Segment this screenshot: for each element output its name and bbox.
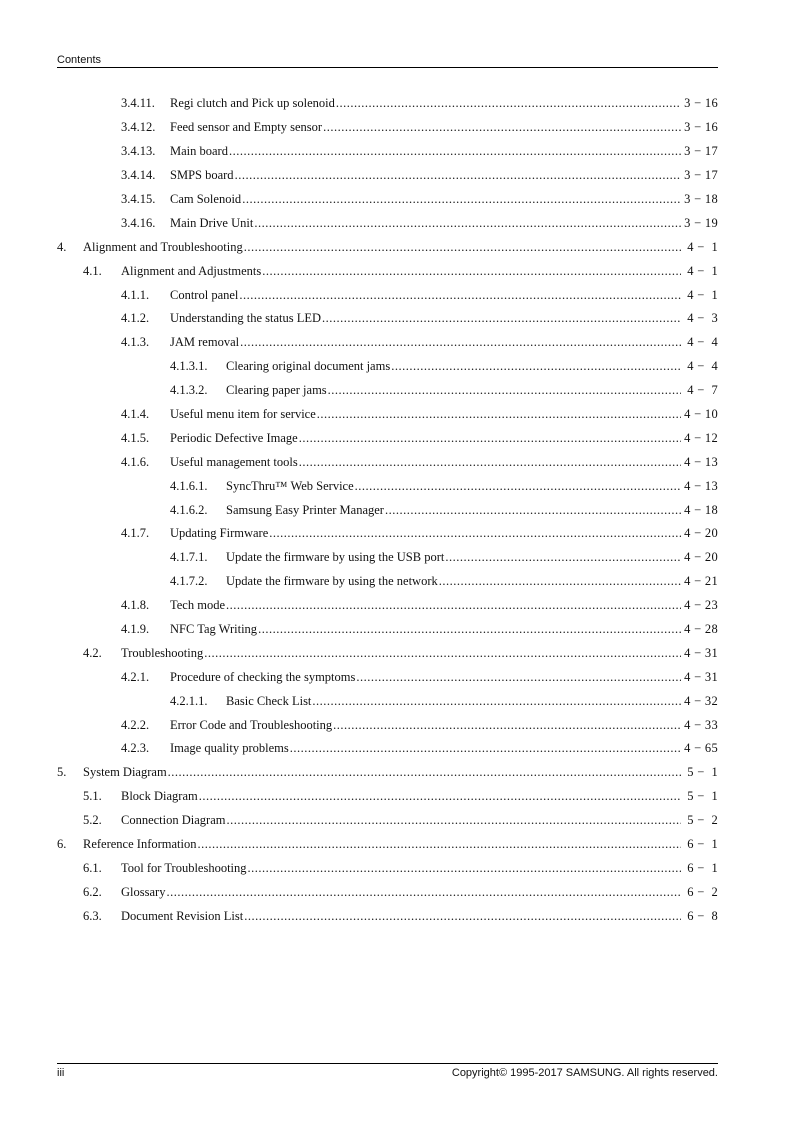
toc-dot-leader <box>240 335 681 350</box>
toc-entry[interactable] <box>57 713 718 737</box>
toc-entry-title[interactable]: Image quality problems <box>170 741 289 756</box>
toc-entry-title[interactable]: Document Revision List <box>121 908 244 923</box>
toc-entry-title[interactable]: Main Drive Unit <box>170 215 254 230</box>
page-footer <box>57 1063 718 1079</box>
toc-entry-number: 4.1.8. <box>121 598 150 613</box>
toc-entry-title[interactable]: Understanding the status LED <box>170 311 322 326</box>
toc-dot-leader <box>312 694 681 709</box>
toc-entry-page: 4 − 28 <box>684 622 718 637</box>
toc-dot-leader <box>258 622 681 637</box>
toc-dot-leader <box>262 264 681 279</box>
toc-entry[interactable] <box>57 904 718 928</box>
toc-dot-leader <box>197 837 681 852</box>
toc-entry-title[interactable]: Connection Diagram <box>121 813 226 828</box>
toc-entry-number: 4.2.1. <box>121 669 150 684</box>
toc-dot-leader <box>439 574 681 589</box>
toc-entry-number: 6.2. <box>83 884 102 899</box>
toc-entry-title[interactable]: Clearing paper jams <box>226 383 327 398</box>
toc-dot-leader <box>269 526 681 541</box>
toc-entry-page: 4 − 33 <box>684 717 718 732</box>
toc-entry[interactable] <box>57 116 718 140</box>
toc-entry-number: 3.4.12. <box>121 120 156 135</box>
toc-entry-number: 4.1.7.2. <box>170 574 208 589</box>
toc-dot-leader <box>239 288 681 303</box>
toc-entry-title[interactable]: Glossary <box>121 884 166 899</box>
toc-entry-page: 3 − 19 <box>684 215 718 230</box>
toc-entry[interactable] <box>57 283 718 307</box>
toc-entry-number: 4.2.3. <box>121 741 150 756</box>
toc-entry-page: 4 − 12 <box>684 430 718 445</box>
toc-entry-page: 4 − 7 <box>687 383 718 398</box>
toc-dot-leader <box>242 192 681 207</box>
toc-entry-page: 4 − 4 <box>687 359 718 374</box>
toc-entry[interactable] <box>57 403 718 427</box>
toc-entry-number: 4.2.2. <box>121 717 150 732</box>
toc-dot-leader <box>290 741 681 756</box>
page-header <box>57 54 718 68</box>
toc-dot-leader <box>227 813 682 828</box>
toc-dot-leader <box>168 765 681 780</box>
toc-entry-page: 4 − 1 <box>687 263 718 278</box>
toc-entry-number: 5. <box>57 765 67 780</box>
toc-entry[interactable] <box>57 641 718 665</box>
toc-entry[interactable] <box>57 235 718 259</box>
toc-entry-number: 4.1.3. <box>121 335 150 350</box>
toc-entry-page: 4 − 3 <box>687 311 718 326</box>
toc-entry-title[interactable]: Error Code and Troubleshooting <box>170 717 333 732</box>
toc-entry[interactable] <box>57 164 718 188</box>
toc-entry-number: 4.1. <box>83 263 102 278</box>
toc-entry-number: 6.1. <box>83 860 102 875</box>
toc-entry-page: 5 − 2 <box>687 813 718 828</box>
toc-entry-title[interactable]: Samsung Easy Printer Manager <box>226 502 384 517</box>
toc-entry-title[interactable]: Feed sensor and Empty sensor <box>170 120 323 135</box>
toc-entry-page: 6 − 1 <box>687 860 718 875</box>
toc-dot-leader <box>356 670 681 685</box>
toc-entry-page: 3 − 18 <box>684 192 718 206</box>
toc-dot-leader <box>166 885 681 900</box>
toc-entry-title[interactable]: Tool for Troubleshooting <box>121 860 247 875</box>
toc-entry-page: 4 − 1 <box>687 239 718 254</box>
toc-entry[interactable] <box>57 857 718 881</box>
toc-entry-number: 6. <box>57 837 67 852</box>
toc-entry-number: 4.2.1.1. <box>170 693 208 708</box>
toc-entry-page: 4 − 18 <box>684 502 718 517</box>
toc-entry-title[interactable]: Clearing original document jams <box>226 359 391 374</box>
toc-entry-number: 3.4.15. <box>121 192 156 206</box>
toc-entry-page: 4 − 23 <box>684 598 718 613</box>
toc-entry[interactable] <box>57 618 718 642</box>
toc-entry-number: 4.2. <box>83 645 102 660</box>
toc-entry[interactable] <box>57 140 718 164</box>
toc-entry-number: 4.1.2. <box>121 311 150 326</box>
toc-entry[interactable] <box>57 92 718 116</box>
toc-entry-page: 3 − 16 <box>684 120 718 135</box>
toc-entry-number: 4.1.4. <box>121 407 150 422</box>
toc-entry[interactable] <box>57 809 718 833</box>
table-of-contents <box>57 92 718 928</box>
toc-entry-title[interactable]: Control panel <box>170 287 239 302</box>
toc-dot-leader <box>204 646 681 661</box>
toc-dot-leader <box>229 144 681 159</box>
toc-dot-leader <box>333 718 681 733</box>
toc-dot-leader <box>235 168 681 183</box>
toc-entry-title[interactable]: Periodic Defective Image <box>170 430 298 445</box>
toc-entry-page: 3 − 17 <box>684 168 718 183</box>
toc-entry-page: 6 − 2 <box>687 884 718 899</box>
toc-entry-page: 5 − 1 <box>687 765 718 780</box>
toc-entry[interactable] <box>57 737 718 761</box>
toc-dot-leader <box>299 455 681 470</box>
toc-entry-number: 4.1.9. <box>121 622 150 637</box>
toc-entry[interactable] <box>57 689 718 713</box>
toc-entry-page: 4 − 31 <box>684 645 718 660</box>
toc-entry[interactable] <box>57 880 718 904</box>
toc-entry-title[interactable]: Procedure of checking the symptoms <box>170 669 356 684</box>
toc-entry-title[interactable]: Useful menu item for service <box>170 407 316 422</box>
toc-entry-title[interactable]: Basic Check List <box>226 693 312 708</box>
toc-dot-leader <box>355 479 681 494</box>
toc-dot-leader <box>254 216 681 231</box>
toc-entry-number: 4.1.7. <box>121 526 150 541</box>
toc-dot-leader <box>199 789 681 804</box>
toc-entry-title[interactable]: Useful management tools <box>170 454 298 469</box>
toc-entry[interactable] <box>57 570 718 594</box>
toc-entry-number: 4.1.7.1. <box>170 550 208 565</box>
toc-dot-leader <box>336 96 681 111</box>
toc-entry-number: 4.1.6.1. <box>170 478 208 493</box>
toc-entry-page: 4 − 65 <box>684 741 718 756</box>
toc-entry-page: 4 − 21 <box>684 574 718 589</box>
footer-page-number: iii <box>57 1067 65 1079</box>
toc-entry[interactable] <box>57 474 718 498</box>
toc-entry-page: 4 − 1 <box>687 287 718 302</box>
toc-entry-title[interactable]: SyncThru™ Web Service <box>226 478 354 493</box>
toc-entry-title[interactable]: Alignment and Adjustments <box>121 263 262 278</box>
toc-entry-title[interactable]: System Diagram <box>83 765 167 780</box>
toc-entry[interactable] <box>57 379 718 403</box>
toc-entry-page: 4 − 32 <box>684 693 718 708</box>
toc-entry-page: 4 − 20 <box>684 526 718 541</box>
toc-entry[interactable] <box>57 498 718 522</box>
toc-dot-leader <box>317 407 681 422</box>
header-section-title: Contents <box>57 54 102 66</box>
toc-entry-title[interactable]: Tech mode <box>170 598 226 613</box>
toc-entry[interactable] <box>57 355 718 379</box>
toc-entry-number: 3.4.13. <box>121 144 156 159</box>
toc-entry-title[interactable]: SMPS board <box>170 168 234 183</box>
toc-dot-leader <box>322 311 681 326</box>
toc-entry-title[interactable]: Update the firmware by using the network <box>226 574 438 589</box>
toc-dot-leader <box>328 383 681 398</box>
toc-entry[interactable] <box>57 450 718 474</box>
toc-entry-number: 3.4.14. <box>121 168 156 183</box>
toc-entry[interactable] <box>57 331 718 355</box>
toc-dot-leader <box>445 550 681 565</box>
toc-entry-page: 4 − 31 <box>684 669 718 684</box>
toc-entry-page: 6 − 8 <box>687 908 718 923</box>
toc-entry[interactable] <box>57 188 718 212</box>
toc-entry[interactable] <box>57 426 718 450</box>
toc-entry-title[interactable]: Main board <box>170 144 228 159</box>
toc-entry-number: 4.1.5. <box>121 430 150 445</box>
toc-entry[interactable] <box>57 761 718 785</box>
toc-dot-leader <box>391 359 681 374</box>
toc-entry-title[interactable]: NFC Tag Writing <box>170 622 258 637</box>
toc-entry-title[interactable]: JAM removal <box>170 335 240 350</box>
toc-dot-leader <box>244 909 681 924</box>
toc-entry[interactable] <box>57 665 718 689</box>
toc-entry-page: 4 − 20 <box>684 550 718 565</box>
toc-entry-title[interactable]: Regi clutch and Pick up solenoid <box>170 96 335 111</box>
toc-entry-page: 4 − 13 <box>684 478 718 493</box>
toc-entry-page: 3 − 16 <box>684 96 718 111</box>
toc-entry-title[interactable]: Updating Firmware <box>170 526 269 541</box>
toc-entry-page: 4 − 13 <box>684 454 718 469</box>
toc-entry-number: 4.1.6.2. <box>170 502 208 517</box>
toc-entry[interactable] <box>57 546 718 570</box>
toc-entry-title[interactable]: Reference Information <box>83 837 197 852</box>
toc-entry[interactable] <box>57 259 718 283</box>
toc-dot-leader <box>385 503 681 518</box>
toc-dot-leader <box>299 431 681 446</box>
toc-entry-page: 3 − 17 <box>684 144 718 159</box>
toc-entry-number: 3.4.11. <box>121 96 155 111</box>
toc-entry-title[interactable]: Troubleshooting <box>121 645 204 660</box>
toc-entry[interactable] <box>57 785 718 809</box>
toc-entry-number: 6.3. <box>83 908 102 923</box>
toc-dot-leader <box>323 120 681 135</box>
toc-entry-title[interactable]: Cam Solenoid <box>170 192 242 206</box>
toc-entry-page: 4 − 10 <box>684 407 718 422</box>
toc-entry[interactable] <box>57 211 718 235</box>
toc-entry-number: 5.2. <box>83 813 102 828</box>
toc-entry-number: 5.1. <box>83 789 102 804</box>
footer-copyright: Copyright© 1995-2017 SAMSUNG. All rights reserved. <box>451 1067 718 1079</box>
toc-dot-leader <box>248 861 681 876</box>
toc-entry-title[interactable]: Block Diagram <box>121 789 198 804</box>
toc-entry-title[interactable]: Alignment and Troubleshooting <box>83 239 243 254</box>
toc-entry-number: 4.1.3.1. <box>170 359 208 374</box>
toc-entry-number: 4.1.1. <box>121 287 150 302</box>
toc-entry[interactable] <box>57 522 718 546</box>
toc-entry[interactable] <box>57 594 718 618</box>
toc-dot-leader <box>226 598 681 613</box>
toc-entry-page: 4 − 4 <box>687 335 718 350</box>
toc-entry-title[interactable]: Update the firmware by using the USB port <box>226 550 445 565</box>
toc-entry-page: 5 − 1 <box>687 789 718 804</box>
toc-entry[interactable] <box>57 833 718 857</box>
toc-entry-page: 6 − 1 <box>687 837 718 852</box>
toc-entry-number: 4.1.3.2. <box>170 383 208 398</box>
toc-dot-leader <box>244 240 681 255</box>
toc-entry[interactable] <box>57 307 718 331</box>
toc-entry-number: 4.1.6. <box>121 454 150 469</box>
toc-entry-number: 3.4.16. <box>121 215 156 230</box>
toc-entry-number: 4. <box>57 239 67 254</box>
